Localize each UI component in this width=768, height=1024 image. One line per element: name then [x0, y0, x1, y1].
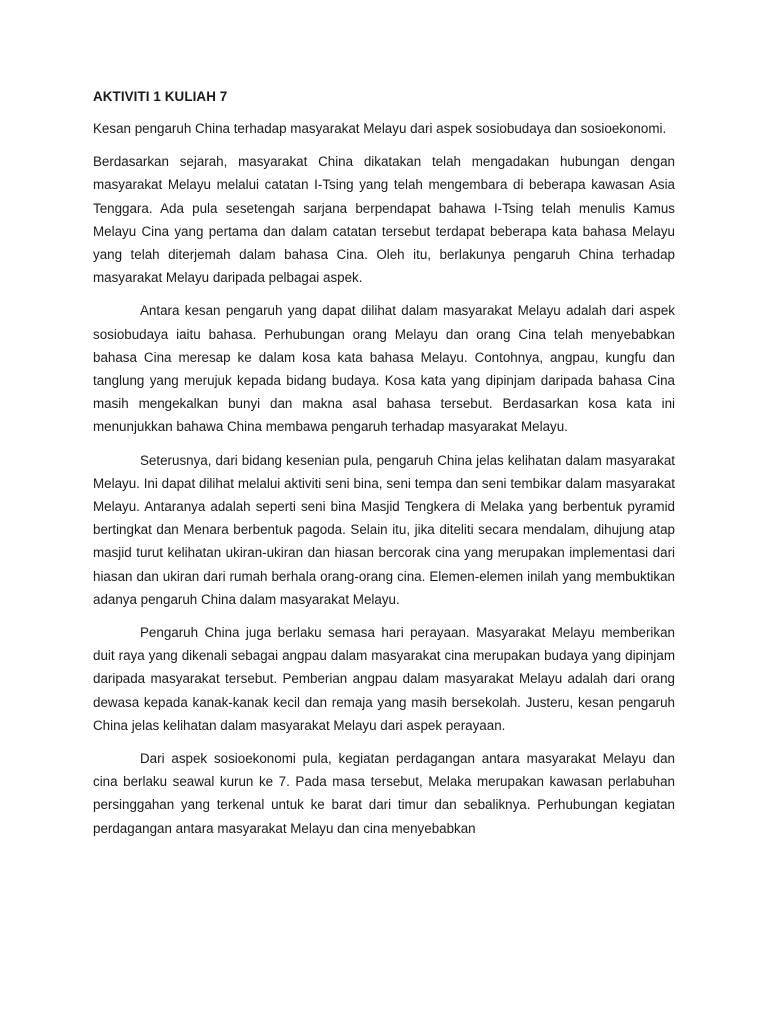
paragraph-intro: Kesan pengaruh China terhadap masyarakat Melayu dari aspek sosiobudaya dan sosioekonomi.	[93, 121, 667, 136]
paragraph-socioeconomy: Dari aspek sosioekonomi pula, kegiatan perdagangan antara masyarakat Melayu dan cina berlaku seawal kurun ke 7. Pada masa tersebut, Melaka merupakan kawasan perlabuhan persinggahan yang terkenal untuk ke barat dari timur dan sebaliknya. Perhubungan kegiatan perdagangan antara masyarakat Melayu dan cina menyebabkan	[93, 751, 675, 836]
paragraph-arts: Seterusnya, dari bidang kesenian pula, pengaruh China jelas kelihatan dalam masyarakat Melayu. Ini dapat dilihat melalui aktiviti seni bina, seni tempa dan seni tembikar dalam masyarakat Melayu. Antaranya adalah seperti seni bina Masjid Tengkera di Melaka yang berbentuk pyramid bertingkat dan Menara berbentuk pagoda. Selain itu, jika diteliti secara mendalam, dihujung atap masjid turut kelihatan ukiran-ukiran dan hiasan bercorak cina yang merupakan implementasi dari hiasan dan ukiran dari rumah berhala orang-orang cina. Elemen-elemen inilah yang membuktikan adanya pengaruh China dalam masyarakat Melayu.	[93, 452, 675, 607]
paragraph-language: Antara kesan pengaruh yang dapat dilihat dalam masyarakat Melayu adalah dari aspek sosiobudaya iaitu bahasa. Perhubungan orang Melayu dan orang Cina telah menyebabkan bahasa Cina meresap ke dalam kosa kata bahasa Melayu. Contohnya, angpau, kungfu dan tanglung yang merujuk kepada bidang budaya. Kosa kata yang dipinjam daripada bahasa Cina masih mengekalkan bunyi dan makna asal bahasa tersebut. Berdasarkan kosa kata ini menunjukkan bahawa China membawa pengaruh terhadap masyarakat Melayu.	[93, 303, 675, 435]
document-body	[93, 86, 675, 850]
paragraph-festivals: Pengaruh China juga berlaku semasa hari perayaan. Masyarakat Melayu memberikan duit raya yang dikenali sebagai angpau dalam masyarakat cina merupakan budaya yang dipinjam daripada masyarakat tersebut. Pemberian angpau dalam masyarakat Melayu adalah dari orang dewasa kepada kanak-kanak kecil dan remaja yang masih bersekolah. Justeru, kesan pengaruh China jelas kelihatan dalam masyarakat Melayu dari aspek perayaan.	[93, 625, 675, 733]
document-title: AKTIVITI 1 KULIAH 7	[93, 89, 228, 104]
paragraph-history: Berdasarkan sejarah, masyarakat China dikatakan telah mengadakan hubungan dengan masyarakat Melayu melalui catatan I-Tsing yang telah mengembara di beberapa kawasan Asia Tenggara. Ada pula sesetengah sarjana berpendapat bahawa I-Tsing telah menulis Kamus Melayu Cina yang pertama dan dalam catatan tersebut terdapat beberapa kata bahasa Melayu yang telah diterjemah dalam bahasa Cina. Oleh itu, berlakunya pengaruh China terhadap masyarakat Melayu daripada pelbagai aspek.	[93, 154, 675, 286]
